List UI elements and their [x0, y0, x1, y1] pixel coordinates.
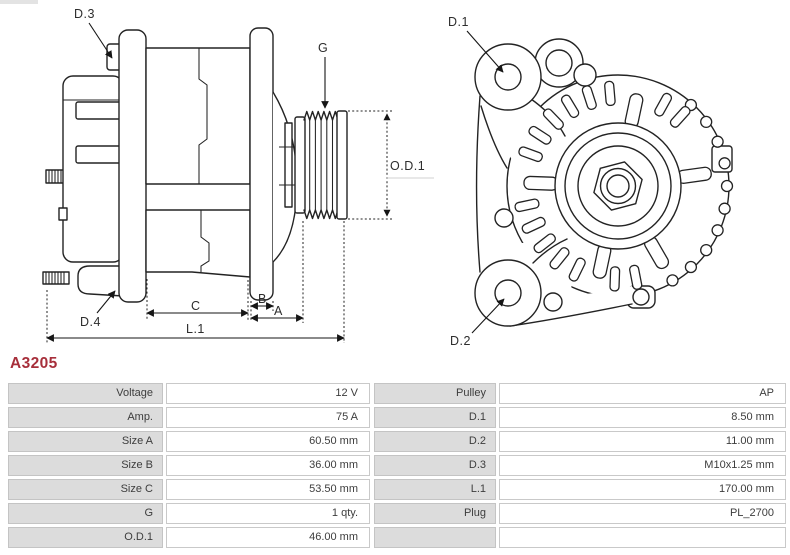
spec-label-cell: D.3 [374, 455, 496, 476]
spec-label-cell: G [8, 503, 163, 524]
spec-value-cell: 53.50 mm [166, 479, 370, 500]
callout-g [318, 41, 328, 108]
dim-label-d1: D.1 [448, 15, 469, 29]
mounting-stud-lower [43, 272, 69, 284]
spec-value-cell: 36.00 mm [166, 455, 370, 476]
stator-body [146, 48, 250, 277]
boss-hole [546, 50, 572, 76]
dim-label-c: C [191, 299, 201, 313]
spec-label-cell: Size B [8, 455, 163, 476]
spec-label-cell: O.D.1 [8, 527, 163, 548]
dim-label-a: A [274, 304, 283, 318]
dim-label-d3: D.3 [74, 7, 95, 21]
spec-value-cell: M10x1.25 mm [499, 455, 786, 476]
spec-value-cell: 170.00 mm [499, 479, 786, 500]
mount-hole-d2 [495, 280, 521, 306]
spec-label-cell: Voltage [8, 383, 163, 404]
spec-row [8, 479, 786, 500]
spec-value-cell: 60.50 mm [166, 431, 370, 452]
dim-label-l1: L.1 [186, 322, 205, 336]
rear-bracket [119, 30, 146, 302]
spec-value-cell: 46.00 mm [166, 527, 370, 548]
spec-row [8, 383, 786, 404]
spec-row [8, 431, 786, 452]
pulley-hub [555, 123, 681, 249]
dim-label-g: G [318, 41, 329, 55]
pulley [295, 111, 347, 219]
dimension-od1 [348, 111, 434, 219]
front-bracket [250, 28, 273, 300]
bracket-left-edge [477, 96, 480, 272]
rear-housing [59, 76, 123, 296]
spec-value-cell: 1 qty. [166, 503, 370, 524]
spec-label-cell: Amp. [8, 407, 163, 428]
spec-table [8, 383, 786, 551]
callout-d4 [80, 291, 115, 329]
part-number: A3205 [10, 355, 58, 372]
dim-label-d4: D.4 [80, 315, 101, 329]
side-view-drawing [43, 7, 434, 343]
top-small-hole [574, 64, 596, 86]
spec-label-cell: Plug [374, 503, 496, 524]
terminal-stud-upper [46, 170, 64, 183]
spec-value-cell: 12 V [166, 383, 370, 404]
spec-value-cell: 11.00 mm [499, 431, 786, 452]
spec-label-cell: Pulley [374, 383, 496, 404]
spec-value-cell [499, 527, 786, 548]
dim-label-od1: O.D.1 [390, 159, 426, 173]
left-face-hole [495, 209, 513, 227]
spec-value-cell: AP [499, 383, 786, 404]
spec-row [8, 527, 786, 548]
spec-label-cell [374, 527, 496, 548]
bottom-face-hole [544, 293, 562, 311]
spec-label-cell: Size C [8, 479, 163, 500]
spec-value-cell: 8.50 mm [499, 407, 786, 428]
spec-value-cell: 75 A [166, 407, 370, 428]
front-view-drawing [448, 15, 733, 348]
spec-row [8, 455, 786, 476]
dim-label-b: B [258, 292, 267, 306]
spec-row [8, 503, 786, 524]
spec-label-cell: D.2 [374, 431, 496, 452]
spec-row [8, 407, 786, 428]
spec-value-cell: PL_2700 [499, 503, 786, 524]
spec-label-cell: D.1 [374, 407, 496, 428]
dim-label-d2: D.2 [450, 334, 471, 348]
dimension-c [147, 279, 248, 321]
spec-label-cell: L.1 [374, 479, 496, 500]
ear-hole [633, 289, 649, 305]
spec-label-cell: Size A [8, 431, 163, 452]
